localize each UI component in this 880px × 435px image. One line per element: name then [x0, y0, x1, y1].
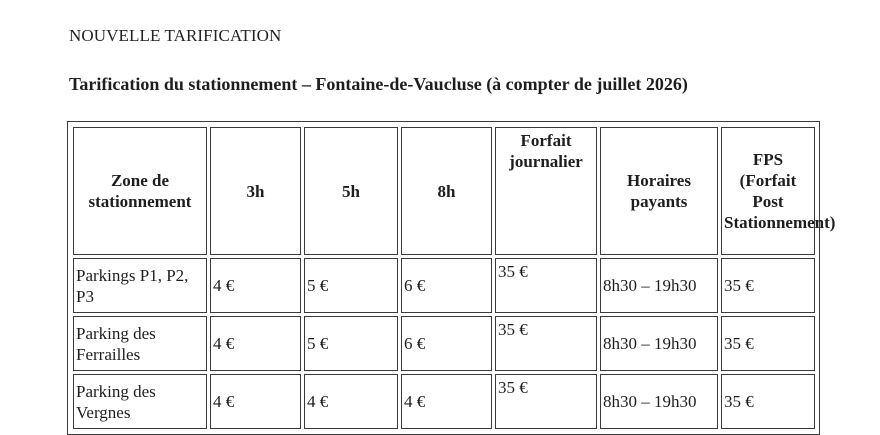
cell-paid-hours: 8h30 – 19h30 — [600, 316, 718, 371]
cell-8h: 6 € — [401, 258, 492, 313]
column-header-zone: Zone de stationnement — [73, 127, 207, 255]
pricing-table-frame — [67, 121, 836, 435]
table-header-row — [73, 127, 815, 255]
cell-3h: 4 € — [210, 316, 301, 371]
column-header-3h: 3h — [210, 127, 301, 255]
cell-8h: 6 € — [401, 316, 492, 371]
table-row — [73, 316, 815, 371]
cell-paid-hours: 8h30 – 19h30 — [600, 258, 718, 313]
table-row — [73, 374, 815, 429]
cell-fps: 35 € — [721, 374, 815, 429]
cell-zone: Parking des Ferrailles — [73, 316, 207, 371]
column-header-5h: 5h — [304, 127, 398, 255]
cell-8h: 4 € — [401, 374, 492, 429]
cell-zone: Parkings P1, P2, P3 — [73, 258, 207, 313]
column-header-8h: 8h — [401, 127, 492, 255]
cell-fps: 35 € — [721, 258, 815, 313]
cell-5h: 4 € — [304, 374, 398, 429]
cell-5h: 5 € — [304, 316, 398, 371]
cell-zone: Parking des Vergnes — [73, 374, 207, 429]
column-header-daily-flat-rate: Forfait journalier — [495, 127, 597, 255]
document-subtitle: Tarification du stationnement – Fontaine-de-Vaucluse (à compter de juillet 2026) — [69, 74, 688, 94]
cell-fps: 35 € — [721, 316, 815, 371]
cell-5h: 5 € — [304, 258, 398, 313]
cell-daily-flat-rate: 35 € — [495, 374, 597, 429]
column-header-paid-hours: Horaires payants — [600, 127, 718, 255]
cell-daily-flat-rate: 35 € — [495, 258, 597, 313]
cell-3h: 4 € — [210, 374, 301, 429]
cell-paid-hours: 8h30 – 19h30 — [600, 374, 718, 429]
document-heading: NOUVELLE TARIFICATION — [69, 26, 282, 45]
column-header-fps: FPS (Forfait Post Stationnement) — [721, 127, 815, 255]
cell-daily-flat-rate: 35 € — [495, 316, 597, 371]
table-row — [73, 258, 815, 313]
pricing-table — [70, 124, 836, 432]
cell-3h: 4 € — [210, 258, 301, 313]
